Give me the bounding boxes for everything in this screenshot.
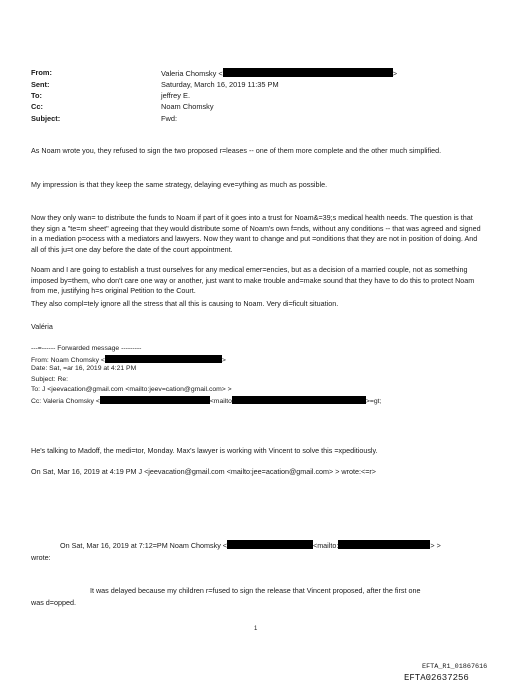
forward-separator: ---=------ Forwarded message --------- [31,345,142,352]
forward-from-close: > [221,357,226,364]
body-paragraph-3: Now they only wan= to distribute the funds to Noam if part of it goes into a trust for Noam&=39;s medical health needs. The question is that they sign a "te=m sheet" agreeing that they would distribute some of Noam's own f=nds, without any conditions -- that was agreed and signed in a mediation p=ocess with a mediators and lawyers. Now they want to change and put =onditions that they are not in position of doing. And all of this ju=t one day before the date of the court appointment. [31,213,481,254]
forward-cc-close: >=gt; [365,398,382,405]
forward-cc [31,396,381,405]
to-value: jeffrey E. [161,91,191,100]
redaction-box [223,68,393,77]
quoted-wrote: wrote: [31,553,51,562]
subject-label: Subject: [31,114,61,123]
redaction-box [227,540,313,549]
quoted-close: > > [430,541,441,550]
from-name: Valeria Chomsky < [161,69,223,78]
cc-value: Noam Chomsky [161,102,214,111]
to-label: To: [31,91,42,100]
forward-subject: Subject: Re: [31,376,69,383]
cc-label: Cc: [31,102,43,111]
body-paragraph-2: My impression is that they keep the same strategy, delaying eve=ything as much as possible. [31,180,328,189]
body-paragraph-5: They also compl=tely ignore all the stress that all this is causing to Noam. Very di=ficult situation. [31,299,339,308]
quoted-on-text: On Sat, Mar 16, 2019 at 7:12=PM Noam Chomsky < [60,541,227,550]
sent-label: Sent: [31,80,50,89]
body-paragraph-1: As Noam wrote you, they refused to sign the two proposed r=leases -- one of them more complete and the other much simplified. [31,146,442,155]
footer-ref-2: EFTA02637256 [404,673,469,683]
redaction-box [105,355,222,363]
from-value [161,68,397,78]
redaction-box [338,540,430,549]
quoted-mailto: <mailto: [313,541,339,550]
redaction-box [100,396,210,404]
forward-cc-name: Cc: Valeria Chomsky < [31,398,100,405]
forward-cc-mailto: <mailto [209,398,232,405]
footer-ref-1: EFTA_R1_01867616 [422,663,488,671]
page-number: 1 [254,626,258,632]
quoted-paragraph-1: It was delayed because my children r=fused to sign the release that Vincent proposed, after the first one [90,586,421,595]
signature: Valéria [31,322,53,331]
from-label: From: [31,68,52,77]
forward-date: Date: Sat, =ar 16, 2019 at 4:21 PM [31,365,137,372]
body-paragraph-4: Noam and I are going to establish a trust ourselves for any medical emer=encies, but as a decision of a married couple, not as something imposed by=them, who don't care one way or another, just want to make trouble and=make sound that they have to do this to protect Noam from me, justifying h=s original Petition to the Court. [31,265,475,296]
redaction-box [232,396,366,404]
forward-from-name: From: Noam Chomsky < [31,357,105,364]
reply-paragraph: He's talking to Madoff, the medi=tor, Monday. Max's lawyer is working with Vincent to solve this =xpeditiously. [31,446,378,455]
from-close: > [392,69,398,78]
reply-on-line: On Sat, Mar 16, 2019 at 4:19 PM J <jeevacation@gmail.com <mailto:jee=acation@gmail.com> > wrote:<=r> [31,467,376,476]
sent-value: Saturday, March 16, 2019 11:35 PM [161,80,279,89]
forward-from [31,355,226,364]
forward-to: To: J <jeevacation@gmail.com <mailto:jeev=cation@gmail.com> > [31,386,232,393]
quoted-paragraph-2: was d=opped. [31,598,76,607]
subject-value: Fwd: [161,114,178,123]
quoted-on-line [60,540,441,550]
